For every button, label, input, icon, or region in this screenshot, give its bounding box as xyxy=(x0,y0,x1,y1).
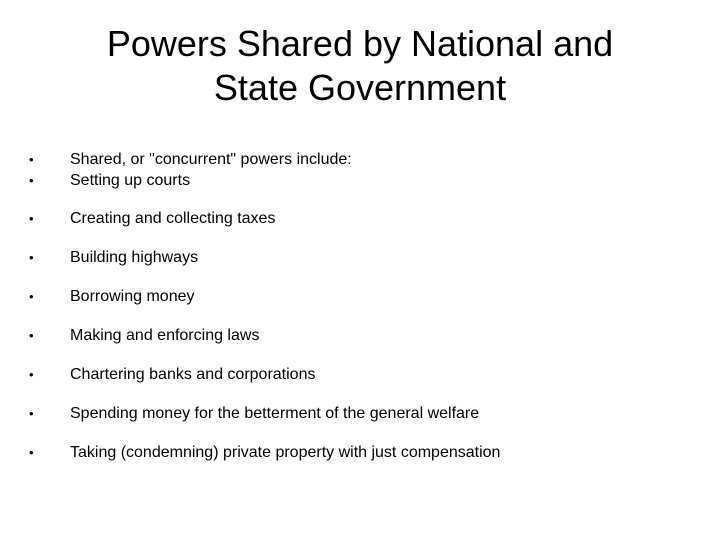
bullet-dot: • xyxy=(29,152,34,167)
bullet-text: Borrowing money xyxy=(70,288,195,305)
bullet-dot: • xyxy=(29,289,34,304)
bullet-text: Building highways xyxy=(70,249,199,266)
bullet-text: Creating and collecting taxes xyxy=(70,210,276,227)
bullet-dot: • xyxy=(29,406,34,421)
bullet-dot: • xyxy=(29,211,34,226)
bullet-dot: • xyxy=(29,445,34,460)
bullet-text: Chartering banks and corporations xyxy=(70,366,316,383)
title-line-1: Powers Shared by National and xyxy=(106,23,614,64)
bullet-dot: • xyxy=(29,250,34,265)
bullet-text: Making and enforcing laws xyxy=(70,327,260,344)
bullet-text: Shared, or "concurrent" powers include: xyxy=(70,151,352,168)
bullet-dot: • xyxy=(29,173,34,188)
bullet-text: Taking (condemning) private property with just compensation xyxy=(70,444,501,461)
bullet-text: Spending money for the betterment of the general welfare xyxy=(70,405,480,422)
bullet-text: Setting up courts xyxy=(70,172,191,189)
bullet-dot: • xyxy=(29,328,34,343)
title-line-2: State Government xyxy=(213,67,507,108)
bullet-dot: • xyxy=(29,367,34,382)
